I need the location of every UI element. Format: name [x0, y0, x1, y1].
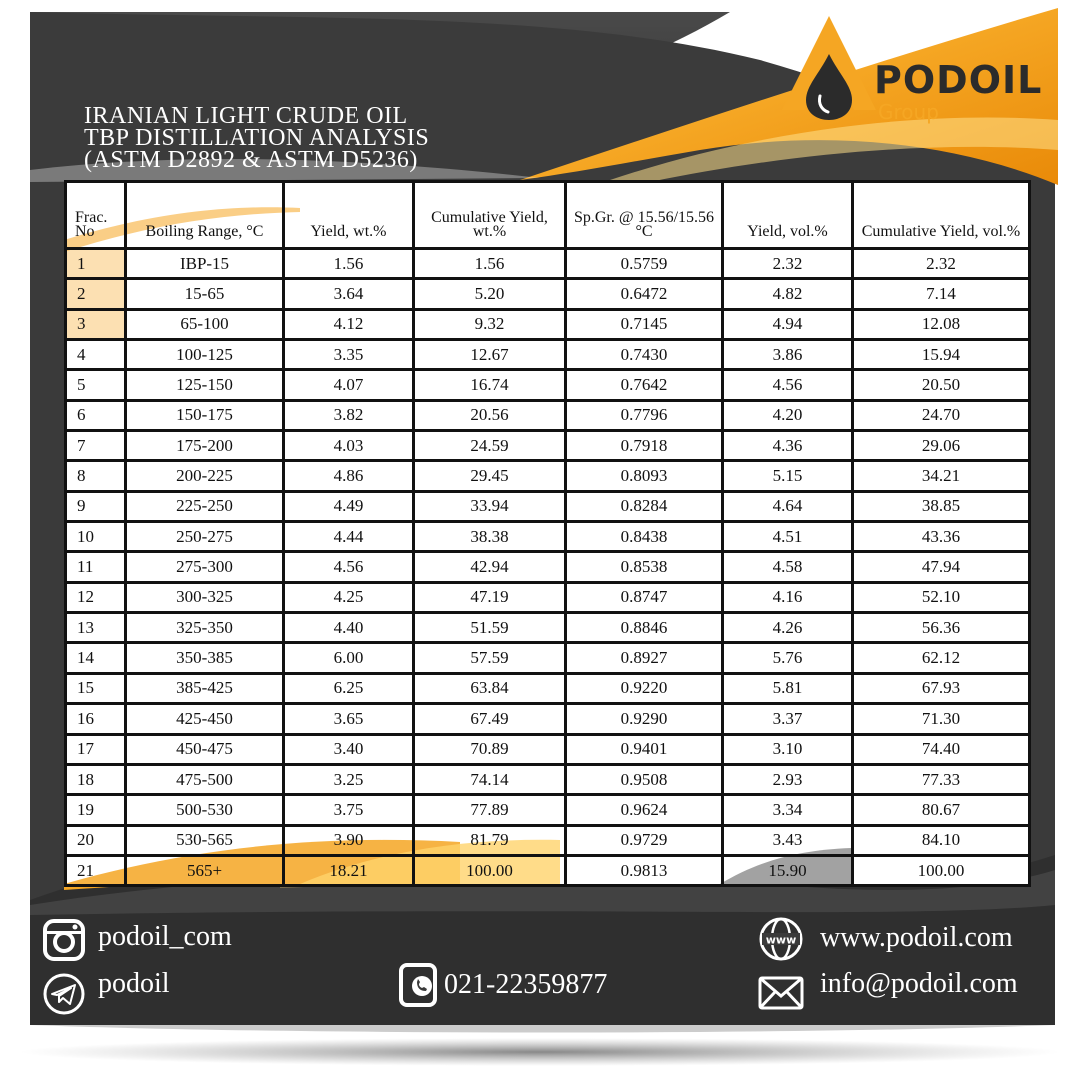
cell-frac-no: 20 — [66, 825, 126, 855]
cell-cumulative-yield-vol: 71.30 — [853, 704, 1030, 734]
instagram-icon[interactable] — [42, 918, 86, 962]
cell-cumulative-yield-wt: 77.89 — [414, 795, 566, 825]
cell-boiling-range: 225-250 — [126, 491, 284, 521]
cell-yield-wt: 4.07 — [284, 370, 414, 400]
cell-yield-vol: 3.10 — [723, 734, 853, 764]
cell-frac-no: 10 — [66, 522, 126, 552]
table-row — [66, 370, 1030, 400]
cell-frac-no: 16 — [66, 704, 126, 734]
table-row — [66, 613, 1030, 643]
cell-boiling-range: 300-325 — [126, 582, 284, 612]
cell-boiling-range: 385-425 — [126, 673, 284, 703]
cell-yield-wt: 4.12 — [284, 309, 414, 339]
cell-boiling-range: IBP-15 — [126, 249, 284, 279]
cell-yield-wt: 4.25 — [284, 582, 414, 612]
logo-subtitle: Group — [878, 100, 939, 124]
cell-cumulative-yield-wt: 57.59 — [414, 643, 566, 673]
phone-icon — [398, 962, 440, 1008]
cell-frac-no: 21 — [66, 855, 126, 885]
cell-yield-wt: 3.82 — [284, 400, 414, 430]
website-link[interactable]: www.podoil.com — [820, 922, 1013, 953]
cell-specific-gravity: 0.7642 — [566, 370, 723, 400]
cell-frac-no: 2 — [66, 279, 126, 309]
cell-cumulative-yield-wt: 42.94 — [414, 552, 566, 582]
cell-specific-gravity: 0.7430 — [566, 340, 723, 370]
cell-cumulative-yield-vol: 47.94 — [853, 552, 1030, 582]
cell-specific-gravity: 0.7918 — [566, 431, 723, 461]
cell-yield-wt: 6.00 — [284, 643, 414, 673]
cell-yield-wt: 1.56 — [284, 249, 414, 279]
cell-specific-gravity: 0.8846 — [566, 613, 723, 643]
cell-yield-wt: 18.21 — [284, 855, 414, 885]
header-cumulative-vol: Cumulative Yield, vol.% — [853, 182, 1030, 249]
cell-frac-no: 4 — [66, 340, 126, 370]
header-specific-gravity: Sp.Gr. @ 15.56/15.56 °C — [566, 182, 723, 249]
cell-frac-no: 5 — [66, 370, 126, 400]
cell-yield-vol: 5.76 — [723, 643, 853, 673]
cell-boiling-range: 325-350 — [126, 613, 284, 643]
cell-cumulative-yield-vol: 12.08 — [853, 309, 1030, 339]
cell-boiling-range: 350-385 — [126, 643, 284, 673]
table-row — [66, 734, 1030, 764]
table-row — [66, 249, 1030, 279]
logo-wordmark: PODOIL — [874, 58, 1043, 102]
cell-specific-gravity: 0.9290 — [566, 704, 723, 734]
cell-frac-no: 19 — [66, 795, 126, 825]
cell-yield-vol: 2.93 — [723, 764, 853, 794]
cell-yield-vol: 3.86 — [723, 340, 853, 370]
cell-frac-no: 9 — [66, 491, 126, 521]
cell-frac-no: 13 — [66, 613, 126, 643]
cell-boiling-range: 425-450 — [126, 704, 284, 734]
cell-yield-wt: 3.25 — [284, 764, 414, 794]
cell-yield-vol: 4.51 — [723, 522, 853, 552]
cell-specific-gravity: 0.8438 — [566, 522, 723, 552]
cell-boiling-range: 125-150 — [126, 370, 284, 400]
cell-specific-gravity: 0.9401 — [566, 734, 723, 764]
cell-cumulative-yield-wt: 74.14 — [414, 764, 566, 794]
header-frac: Frac. No — [66, 182, 126, 249]
cell-yield-vol: 3.43 — [723, 825, 853, 855]
cell-yield-vol: 5.81 — [723, 673, 853, 703]
table-row — [66, 279, 1030, 309]
cell-yield-wt: 4.56 — [284, 552, 414, 582]
table-row — [66, 704, 1030, 734]
table-row — [66, 643, 1030, 673]
cell-frac-no: 14 — [66, 643, 126, 673]
cell-cumulative-yield-wt: 100.00 — [414, 855, 566, 885]
cell-boiling-range: 475-500 — [126, 764, 284, 794]
cell-yield-vol: 4.16 — [723, 582, 853, 612]
cell-cumulative-yield-vol: 62.12 — [853, 643, 1030, 673]
cell-cumulative-yield-vol: 100.00 — [853, 855, 1030, 885]
cell-specific-gravity: 0.5759 — [566, 249, 723, 279]
mail-icon — [758, 976, 804, 1010]
cell-specific-gravity: 0.8927 — [566, 643, 723, 673]
header-yield-wt: Yield, wt.% — [284, 182, 414, 249]
cell-specific-gravity: 0.8284 — [566, 491, 723, 521]
cell-yield-wt: 4.49 — [284, 491, 414, 521]
table-row — [66, 400, 1030, 430]
header-yield-vol: Yield, vol.% — [723, 182, 853, 249]
cell-cumulative-yield-vol: 29.06 — [853, 431, 1030, 461]
cell-yield-vol: 4.20 — [723, 400, 853, 430]
cell-cumulative-yield-wt: 5.20 — [414, 279, 566, 309]
cell-boiling-range: 530-565 — [126, 825, 284, 855]
cell-cumulative-yield-vol: 84.10 — [853, 825, 1030, 855]
cell-yield-wt: 3.65 — [284, 704, 414, 734]
cell-cumulative-yield-wt: 9.32 — [414, 309, 566, 339]
cell-frac-no: 6 — [66, 400, 126, 430]
cell-cumulative-yield-wt: 51.59 — [414, 613, 566, 643]
table-row — [66, 855, 1030, 885]
cell-cumulative-yield-wt: 63.84 — [414, 673, 566, 703]
cell-cumulative-yield-wt: 29.45 — [414, 461, 566, 491]
cell-specific-gravity: 0.8093 — [566, 461, 723, 491]
cell-cumulative-yield-wt: 24.59 — [414, 431, 566, 461]
cell-cumulative-yield-wt: 33.94 — [414, 491, 566, 521]
cell-cumulative-yield-wt: 1.56 — [414, 249, 566, 279]
table-row — [66, 673, 1030, 703]
cell-cumulative-yield-vol: 7.14 — [853, 279, 1030, 309]
cell-cumulative-yield-vol: 56.36 — [853, 613, 1030, 643]
cell-cumulative-yield-vol: 34.21 — [853, 461, 1030, 491]
distillation-table — [64, 180, 1031, 887]
cell-yield-vol: 4.36 — [723, 431, 853, 461]
table-row — [66, 340, 1030, 370]
cell-specific-gravity: 0.6472 — [566, 279, 723, 309]
header-boiling-range: Boiling Range, °C — [126, 182, 284, 249]
cell-boiling-range: 450-475 — [126, 734, 284, 764]
globe-icon — [758, 916, 804, 962]
cell-cumulative-yield-vol: 67.93 — [853, 673, 1030, 703]
cell-cumulative-yield-wt: 20.56 — [414, 400, 566, 430]
podoil-logo[interactable] — [774, 14, 1043, 124]
cell-yield-wt: 4.44 — [284, 522, 414, 552]
table-row — [66, 522, 1030, 552]
cell-boiling-range: 15-65 — [126, 279, 284, 309]
svg-text:www: www — [765, 933, 797, 947]
cell-frac-no: 17 — [66, 734, 126, 764]
table-row — [66, 491, 1030, 521]
header-cumulative-wt: Cumulative Yield, wt.% — [414, 182, 566, 249]
table-row — [66, 764, 1030, 794]
cell-cumulative-yield-vol: 43.36 — [853, 522, 1030, 552]
cell-specific-gravity: 0.9624 — [566, 795, 723, 825]
cell-yield-wt: 4.03 — [284, 431, 414, 461]
cell-yield-wt: 3.75 — [284, 795, 414, 825]
cell-boiling-range: 275-300 — [126, 552, 284, 582]
cell-cumulative-yield-vol: 52.10 — [853, 582, 1030, 612]
cell-frac-no: 3 — [66, 309, 126, 339]
cell-cumulative-yield-vol: 80.67 — [853, 795, 1030, 825]
cell-specific-gravity: 0.7145 — [566, 309, 723, 339]
cell-cumulative-yield-wt: 16.74 — [414, 370, 566, 400]
table-row — [66, 431, 1030, 461]
cell-yield-wt: 4.40 — [284, 613, 414, 643]
cell-specific-gravity: 0.9220 — [566, 673, 723, 703]
cell-cumulative-yield-vol: 77.33 — [853, 764, 1030, 794]
table-row — [66, 552, 1030, 582]
title-line-2: TBP DISTILLATION ANALYSIS — [84, 125, 430, 151]
cell-cumulative-yield-vol: 2.32 — [853, 249, 1030, 279]
cell-yield-wt: 3.35 — [284, 340, 414, 370]
cell-specific-gravity: 0.8538 — [566, 552, 723, 582]
cell-specific-gravity: 0.9508 — [566, 764, 723, 794]
table-header-row — [66, 182, 1030, 249]
title-line-3: (ASTM D2892 & ASTM D5236) — [84, 147, 418, 173]
email-link[interactable]: info@podoil.com — [820, 968, 1018, 999]
cell-boiling-range: 565+ — [126, 855, 284, 885]
cell-frac-no: 18 — [66, 764, 126, 794]
cell-yield-vol: 4.56 — [723, 370, 853, 400]
cell-yield-vol: 3.37 — [723, 704, 853, 734]
cell-yield-vol: 4.26 — [723, 613, 853, 643]
cell-frac-no: 7 — [66, 431, 126, 461]
table-row — [66, 825, 1030, 855]
cell-cumulative-yield-vol: 24.70 — [853, 400, 1030, 430]
cell-yield-vol: 4.82 — [723, 279, 853, 309]
cell-yield-vol: 4.64 — [723, 491, 853, 521]
table-row — [66, 795, 1030, 825]
cell-frac-no: 15 — [66, 673, 126, 703]
cell-cumulative-yield-vol: 38.85 — [853, 491, 1030, 521]
cell-boiling-range: 175-200 — [126, 431, 284, 461]
cell-frac-no: 12 — [66, 582, 126, 612]
table-row — [66, 582, 1030, 612]
cell-frac-no: 8 — [66, 461, 126, 491]
cell-yield-wt: 3.64 — [284, 279, 414, 309]
cell-yield-vol: 2.32 — [723, 249, 853, 279]
cell-yield-wt: 6.25 — [284, 673, 414, 703]
cell-boiling-range: 200-225 — [126, 461, 284, 491]
page-title — [84, 105, 429, 171]
instagram-handle[interactable]: podoil_com — [98, 921, 232, 952]
title-line-1: IRANIAN LIGHT CRUDE OIL — [84, 103, 408, 129]
cell-cumulative-yield-wt: 67.49 — [414, 704, 566, 734]
cell-specific-gravity: 0.7796 — [566, 400, 723, 430]
cell-yield-vol: 4.94 — [723, 309, 853, 339]
cell-yield-vol: 15.90 — [723, 855, 853, 885]
cell-cumulative-yield-vol: 20.50 — [853, 370, 1030, 400]
logo-mark-icon — [774, 14, 884, 124]
table-row — [66, 461, 1030, 491]
cell-specific-gravity: 0.9729 — [566, 825, 723, 855]
telegram-icon[interactable] — [42, 972, 86, 1016]
cell-yield-vol: 4.58 — [723, 552, 853, 582]
cell-boiling-range: 150-175 — [126, 400, 284, 430]
cell-yield-vol: 5.15 — [723, 461, 853, 491]
cell-cumulative-yield-vol: 74.40 — [853, 734, 1030, 764]
cell-frac-no: 11 — [66, 552, 126, 582]
cell-yield-wt: 4.86 — [284, 461, 414, 491]
cell-yield-wt: 3.40 — [284, 734, 414, 764]
cell-cumulative-yield-vol: 15.94 — [853, 340, 1030, 370]
cell-boiling-range: 500-530 — [126, 795, 284, 825]
telegram-handle[interactable]: podoil — [98, 968, 170, 999]
cell-specific-gravity: 0.9813 — [566, 855, 723, 885]
cell-frac-no: 1 — [66, 249, 126, 279]
cell-yield-wt: 3.90 — [284, 825, 414, 855]
cell-specific-gravity: 0.8747 — [566, 582, 723, 612]
cell-boiling-range: 250-275 — [126, 522, 284, 552]
cell-boiling-range: 100-125 — [126, 340, 284, 370]
cell-cumulative-yield-wt: 47.19 — [414, 582, 566, 612]
table-row — [66, 309, 1030, 339]
phone-number[interactable]: 021-22359877 — [444, 969, 608, 1000]
cell-cumulative-yield-wt: 81.79 — [414, 825, 566, 855]
cell-cumulative-yield-wt: 38.38 — [414, 522, 566, 552]
cell-yield-vol: 3.34 — [723, 795, 853, 825]
cell-boiling-range: 65-100 — [126, 309, 284, 339]
cell-cumulative-yield-wt: 70.89 — [414, 734, 566, 764]
cell-cumulative-yield-wt: 12.67 — [414, 340, 566, 370]
